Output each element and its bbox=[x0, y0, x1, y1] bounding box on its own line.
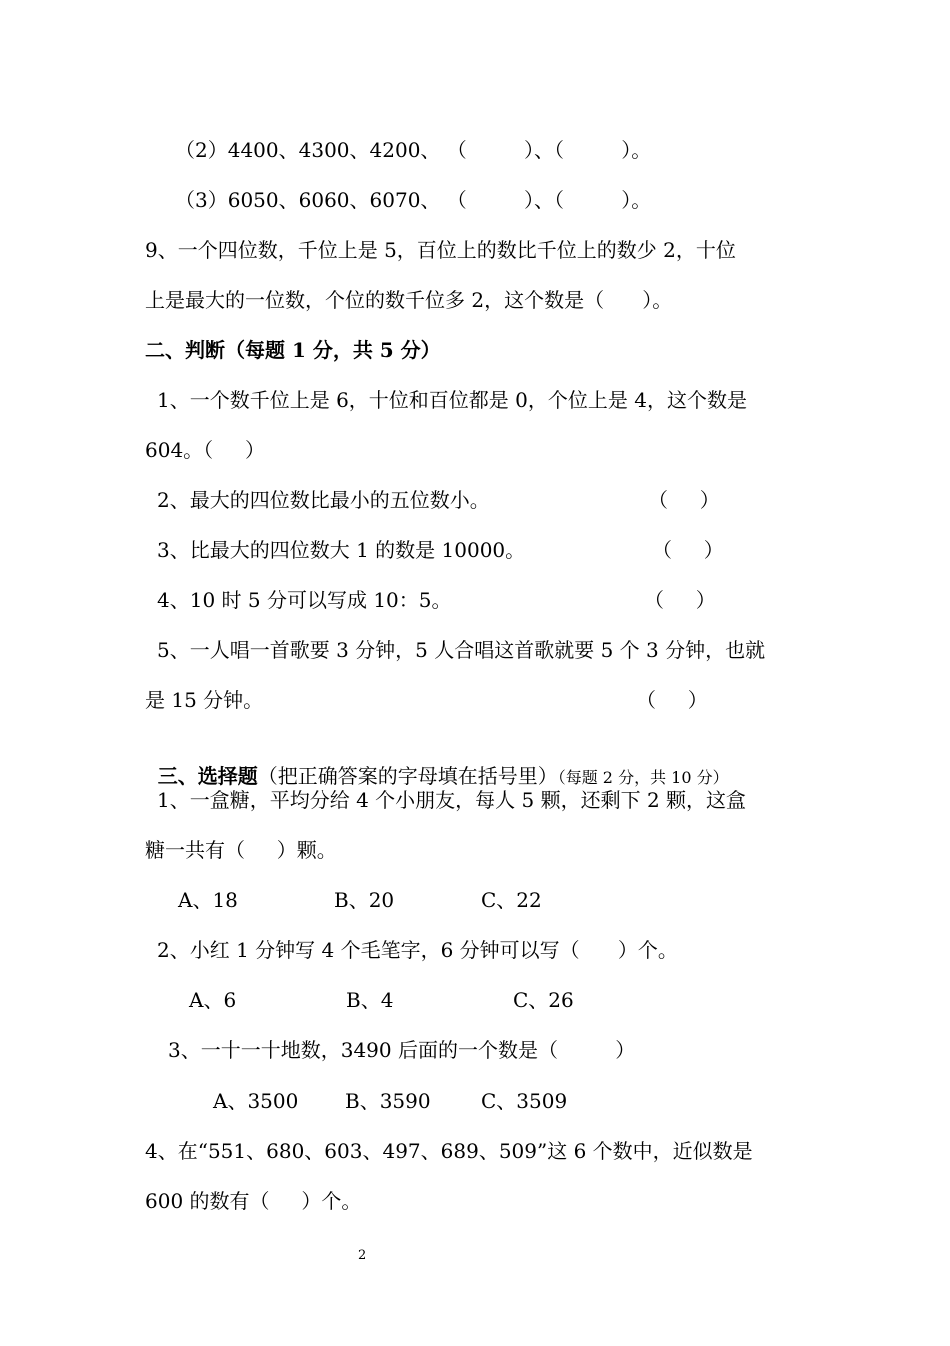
choice-3-option-b: B、3590 bbox=[345, 1089, 431, 1113]
choice-1-option-b: B、20 bbox=[334, 888, 395, 912]
judge-1a: 1、一个数千位上是 6，十位和百位都是 0，个位上是 4，这个数是 bbox=[157, 388, 747, 412]
line-q9-a: 9、一个四位数，千位上是 5，百位上的数比千位上的数少 2，十位 bbox=[145, 238, 736, 262]
judge-3: 3、比最大的四位数大 1 的数是 10000。 bbox=[157, 538, 526, 562]
choice-heading-scoring: （每题 2 分，共 10 分） bbox=[557, 768, 729, 787]
line-q8-2: （2）4400、4300、4200、 （ ）、（ ）。 bbox=[175, 138, 652, 162]
judge-4: 4、10 时 5 分可以写成 10：5。 bbox=[157, 588, 452, 612]
judge-1b: 604。（ ） bbox=[145, 438, 265, 462]
line-q8-3: （3）6050、6060、6070、 （ ）、（ ）。 bbox=[175, 188, 652, 212]
choice-4b: 600 的数有（ ）个。 bbox=[145, 1189, 362, 1213]
judge-5a: 5、一人唱一首歌要 3 分钟，5 人合唱这首歌就要 5 个 3 分钟，也就 bbox=[157, 638, 766, 662]
choice-heading-instruction: （把正确答案的字母填在括号里） bbox=[257, 764, 558, 788]
choice-3-option-a: A、3500 bbox=[213, 1089, 299, 1113]
choice-1b: 糖一共有（ ）颗。 bbox=[145, 838, 337, 862]
choice-2-option-c: C、26 bbox=[513, 988, 574, 1012]
judge-5-paren: （ ） bbox=[636, 688, 708, 712]
judge-5b: 是 15 分钟。 bbox=[145, 688, 264, 712]
section-judgement-heading: 二、判断（每题 1 分，共 5 分） bbox=[145, 338, 441, 362]
choice-1-option-c: C、22 bbox=[481, 888, 542, 912]
choice-2-option-a: A、6 bbox=[189, 988, 237, 1012]
judge-2-paren: （ ） bbox=[648, 488, 720, 512]
judge-2: 2、最大的四位数比最小的五位数小。 bbox=[157, 488, 490, 512]
judge-3-paren: （ ） bbox=[652, 538, 724, 562]
judge-4-paren: （ ） bbox=[644, 588, 716, 612]
page-number: 2 bbox=[358, 1248, 367, 1263]
choice-heading-title: 三、选择题 bbox=[157, 764, 258, 788]
choice-3-option-c: C、3509 bbox=[481, 1089, 568, 1113]
choice-1a: 1、一盒糖，平均分给 4 个小朋友，每人 5 颗，还剩下 2 颗，这盒 bbox=[157, 788, 747, 812]
line-q9-b: 上是最大的一位数，个位的数千位多 2，这个数是（ ）。 bbox=[145, 288, 673, 312]
choice-4a: 4、在“551、680、603、497、689、509”这 6 个数中，近似数是 bbox=[145, 1139, 753, 1163]
choice-2: 2、小红 1 分钟写 4 个毛笔字，6 分钟可以写（ ）个。 bbox=[157, 938, 678, 962]
section-choice-heading bbox=[145, 737, 729, 791]
choice-2-option-b: B、4 bbox=[346, 988, 394, 1012]
choice-3: 3、一十一十地数，3490 后面的一个数是（ ） bbox=[168, 1038, 636, 1062]
choice-1-option-a: A、18 bbox=[178, 888, 238, 912]
